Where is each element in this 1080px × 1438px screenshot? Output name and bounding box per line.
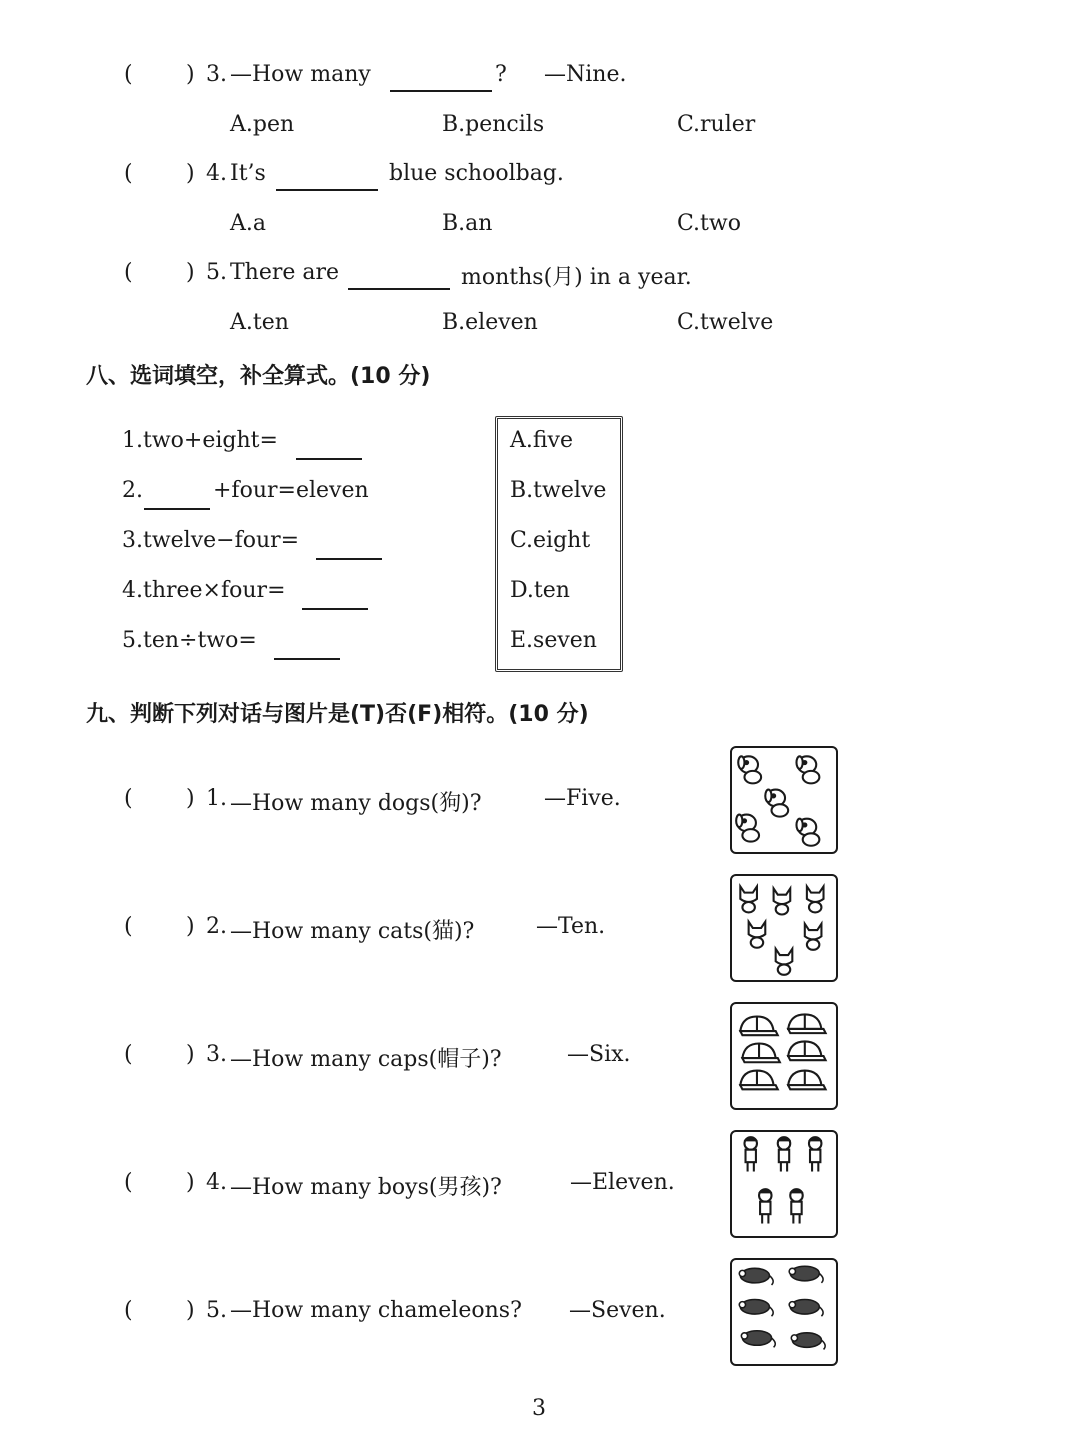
word-option-d: D.ten [510, 578, 570, 603]
answer-blank[interactable] [390, 68, 492, 92]
chameleons-picture [730, 1258, 838, 1366]
cap-icon [732, 1004, 836, 1108]
question-stem: —How many [230, 62, 371, 87]
item-number: 3. [206, 1042, 227, 1067]
item-answer: —Eleven. [570, 1170, 675, 1195]
cat-icon [732, 876, 836, 980]
question-number: 4. [206, 161, 227, 186]
item-number: 5. [206, 1298, 227, 1323]
item-answer: —Six. [567, 1042, 631, 1067]
answer-paren-close: ) [186, 914, 195, 939]
question-stem: There are [230, 260, 340, 285]
answer-paren-open[interactable]: ( [124, 1298, 133, 1323]
question-stem-end: months(月) in a year. [461, 265, 692, 290]
answer-paren-close: ) [186, 1298, 195, 1323]
dog-icon [732, 748, 836, 852]
answer-paren-open[interactable]: ( [124, 161, 133, 186]
word-option-c: C.eight [510, 528, 591, 553]
answer-paren-close: ) [186, 260, 195, 285]
word-option-e: E.seven [510, 628, 597, 653]
equation-text: 3.twelve−four= [122, 528, 300, 553]
option-b: B.an [442, 211, 493, 236]
item-number: 4. [206, 1170, 227, 1195]
word-option-a: A.five [510, 428, 574, 453]
answer-paren-open[interactable]: ( [124, 1042, 133, 1067]
word-bank-box [495, 416, 623, 672]
option-c: C.twelve [677, 310, 774, 335]
boys-picture [730, 1130, 838, 1238]
answer-paren-close: ) [186, 62, 195, 87]
section-8-heading: 八、选词填空，补全算式。(10 分) [86, 364, 431, 389]
item-question: —How many boys(男孩)? [230, 1175, 502, 1200]
question-stem-end: ? [495, 62, 507, 87]
equation-text: 5.ten÷two= [122, 628, 257, 653]
item-answer: —Ten. [536, 914, 606, 939]
question-number: 3. [206, 62, 227, 87]
equation-blank[interactable] [274, 636, 340, 660]
option-b: B.pencils [442, 112, 545, 137]
answer-paren-open[interactable]: ( [124, 62, 133, 87]
answer-paren-close: ) [186, 161, 195, 186]
answer-paren-open[interactable]: ( [124, 914, 133, 939]
cats-picture [730, 874, 838, 982]
option-c: C.two [677, 211, 741, 236]
equation-text: 2. [122, 478, 143, 503]
item-question: —How many caps(帽子)? [230, 1047, 502, 1072]
item-number: 2. [206, 914, 227, 939]
answer-paren-close: ) [186, 1042, 195, 1067]
question-number: 5. [206, 260, 227, 285]
boy-icon [732, 1132, 836, 1236]
option-a: A.ten [230, 310, 289, 335]
answer-blank[interactable] [276, 167, 378, 191]
option-a: A.a [230, 211, 266, 236]
answer-paren-open[interactable]: ( [124, 1170, 133, 1195]
equation-text: 4.three×four= [122, 578, 286, 603]
item-answer: —Five. [544, 786, 621, 811]
answer-paren-open[interactable]: ( [124, 260, 133, 285]
answer-blank[interactable] [348, 266, 450, 290]
option-b: B.eleven [442, 310, 538, 335]
item-number: 1. [206, 786, 227, 811]
answer-paren-close: ) [186, 786, 195, 811]
answer-paren-open[interactable]: ( [124, 786, 133, 811]
equation-blank[interactable] [302, 586, 368, 610]
question-answer: —Nine. [544, 62, 627, 87]
caps-picture [730, 1002, 838, 1110]
equation-blank[interactable] [316, 536, 382, 560]
item-answer: —Seven. [569, 1298, 666, 1323]
equation-blank[interactable] [144, 486, 210, 510]
chameleon-icon [732, 1260, 836, 1364]
question-stem: It’s [230, 161, 266, 186]
question-stem-end: blue schoolbag. [389, 161, 564, 186]
page-number: 3 [532, 1396, 546, 1421]
option-a: A.pen [230, 112, 295, 137]
answer-paren-close: ) [186, 1170, 195, 1195]
item-question: —How many cats(猫)? [230, 919, 475, 944]
equation-text-end: +four=eleven [213, 478, 369, 503]
item-question: —How many dogs(狗)? [230, 791, 482, 816]
item-question: —How many chameleons? [230, 1298, 522, 1323]
word-option-b: B.twelve [510, 478, 607, 503]
dogs-picture [730, 746, 838, 854]
section-9-heading: 九、判断下列对话与图片是(T)否(F)相符。(10 分) [86, 702, 589, 727]
equation-blank[interactable] [296, 436, 362, 460]
option-c: C.ruler [677, 112, 756, 137]
equation-text: 1.two+eight= [122, 428, 278, 453]
